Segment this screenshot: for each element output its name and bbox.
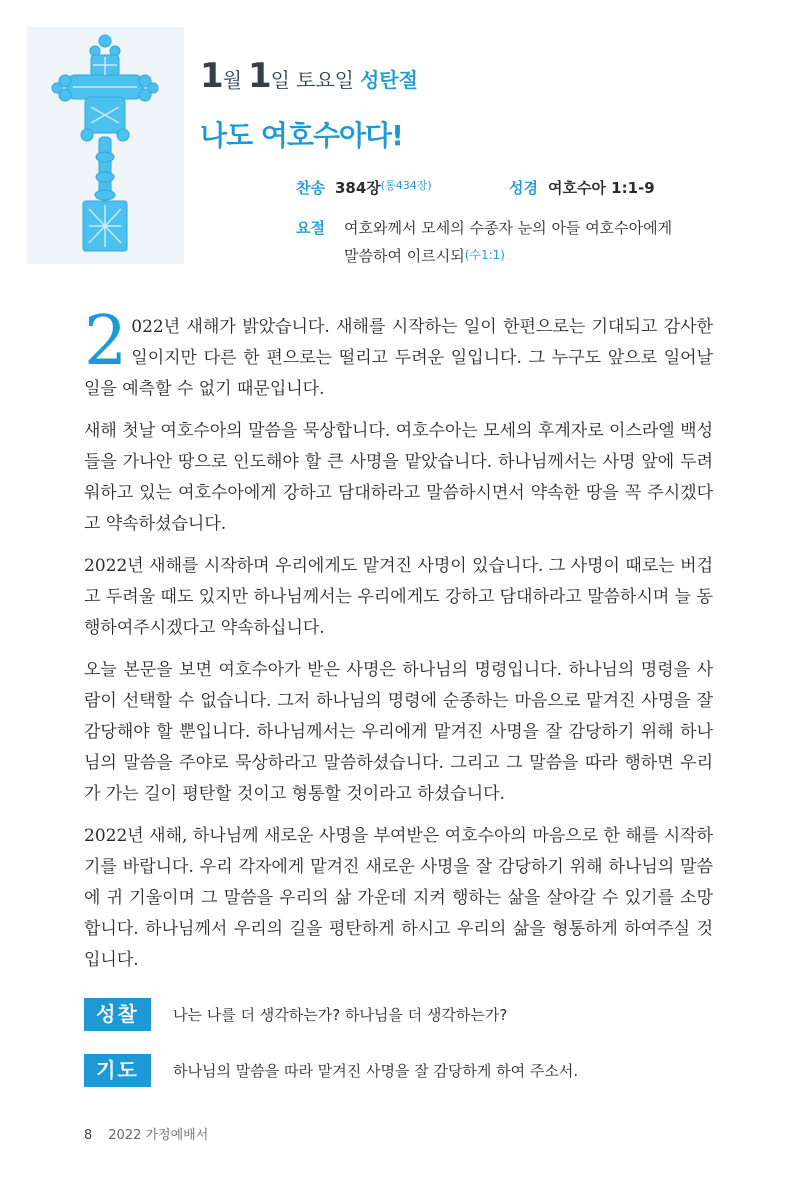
page-number: 8 <box>84 1128 93 1143</box>
paragraph-3: 2022년 새해를 시작하며 우리에게도 맡겨진 사명이 있습니다. 그 사명이 때로는 버겁고 두려울 때도 있지만 하나님께서는 우리에게도 강하고 담대하라고 말씀하시며 늘 동행하여주시겠다고 약속하십니다. <box>84 556 713 638</box>
month-number: 1 <box>200 56 223 96</box>
key-verse-label: 요절 <box>296 219 325 237</box>
hymn-label: 찬송 <box>296 179 325 197</box>
paragraph-1-text: 022년 새해가 밝았습니다. 새해를 시작하는 일이 한편으로는 기대되고 감사한 일이지만 다른 한 편으로는 떨리고 두려운 일입니다. 그 누구도 앞으로 일어날 일을 예측할 수 없기 때문입니다. <box>84 317 713 399</box>
drop-cap: 2 <box>84 302 128 381</box>
prayer-tag: 기도 <box>84 1054 151 1087</box>
paragraph-2: 새해 첫날 여호수아의 말씀을 묵상합니다. 여호수아는 모세의 후계자로 이스라엘 백성들을 가나안 땅으로 인도해야 할 큰 사명을 맡았습니다. 하나님께서는 사명 앞에 두려워하고 있는 여호수아에게 강하고 담대하라고 말씀하시면서 약속한 땅을 꼭 주시겠다고 약속하셨습니다. <box>84 421 713 534</box>
book-title: 2022 가정예배서 <box>108 1128 209 1143</box>
reflection-section <box>84 998 507 1031</box>
key-verse <box>296 215 691 270</box>
day-number: 1 <box>248 56 271 96</box>
devotional-body <box>84 302 713 987</box>
month-unit: 월 <box>222 68 242 92</box>
reflection-tag: 성찰 <box>84 998 151 1031</box>
hymn-alt: (통434장) <box>380 179 432 192</box>
day-unit: 일 <box>270 68 290 92</box>
paragraph-5: 2022년 새해, 하나님께 새로운 사명을 부여받은 여호수아의 마음으로 한 해를 시작하기를 바랍니다. 우리 각자에게 맡겨진 새로운 사명을 잘 감당하기 위해 하나님의 말씀에 귀 기울이며 그 말씀을 우리의 삶 가운데 지켜 행하는 삶을 살아갈 수 있기를 소망합니다. 하나님께서 우리의 길을 평탄하게 하시고 우리의 삶을 형통하게 하여주실 것입니다. <box>84 826 713 970</box>
date-heading <box>200 56 418 96</box>
hymn-info <box>296 177 432 198</box>
scripture-value: 여호수아 1:1-9 <box>547 179 655 197</box>
weekday: 토요일 <box>296 68 354 92</box>
key-verse-ref: (수1:1) <box>464 248 505 262</box>
paragraph-1 <box>84 302 713 405</box>
cross-image-panel <box>27 27 184 264</box>
key-verse-text: 여호와께서 모세의 수종자 눈의 아들 여호수아에게 말씀하여 이르시되 <box>344 219 673 265</box>
paragraph-4: 오늘 본문을 보면 여호수아가 받은 사명은 하나님의 명령입니다. 하나님의 명령을 사람이 선택할 수 없습니다. 그저 하나님의 명령에 순종하는 마음으로 맡겨진 사명을 잘 감당해야 할 뿐입니다. 하나님께서는 우리에게 맡겨진 사명을 잘 감당하기 위해 하나님의 말씀을 주야로 묵상하라고 말씀하셨습니다. 그리고 그 말씀을 따라 행하면 우리가 가는 길이 평탄할 것이고 형통할 것이라고 하셨습니다. <box>84 660 713 804</box>
prayer-section <box>84 1054 578 1087</box>
page-footer <box>84 1124 208 1143</box>
festival-name: 성탄절 <box>359 68 418 92</box>
scripture-info <box>509 177 655 198</box>
prayer-text: 하나님의 말씀을 따라 맡겨진 사명을 잘 감당하게 하여 주소서. <box>173 1062 579 1080</box>
scripture-label: 성경 <box>509 179 538 197</box>
ornamental-cross-icon <box>27 27 184 264</box>
reflection-text: 나는 나를 더 생각하는가? 하나님을 더 생각하는가? <box>173 1006 508 1024</box>
hymn-value: 384장 <box>334 179 381 197</box>
page-title: 나도 여호수아다! <box>200 119 403 152</box>
